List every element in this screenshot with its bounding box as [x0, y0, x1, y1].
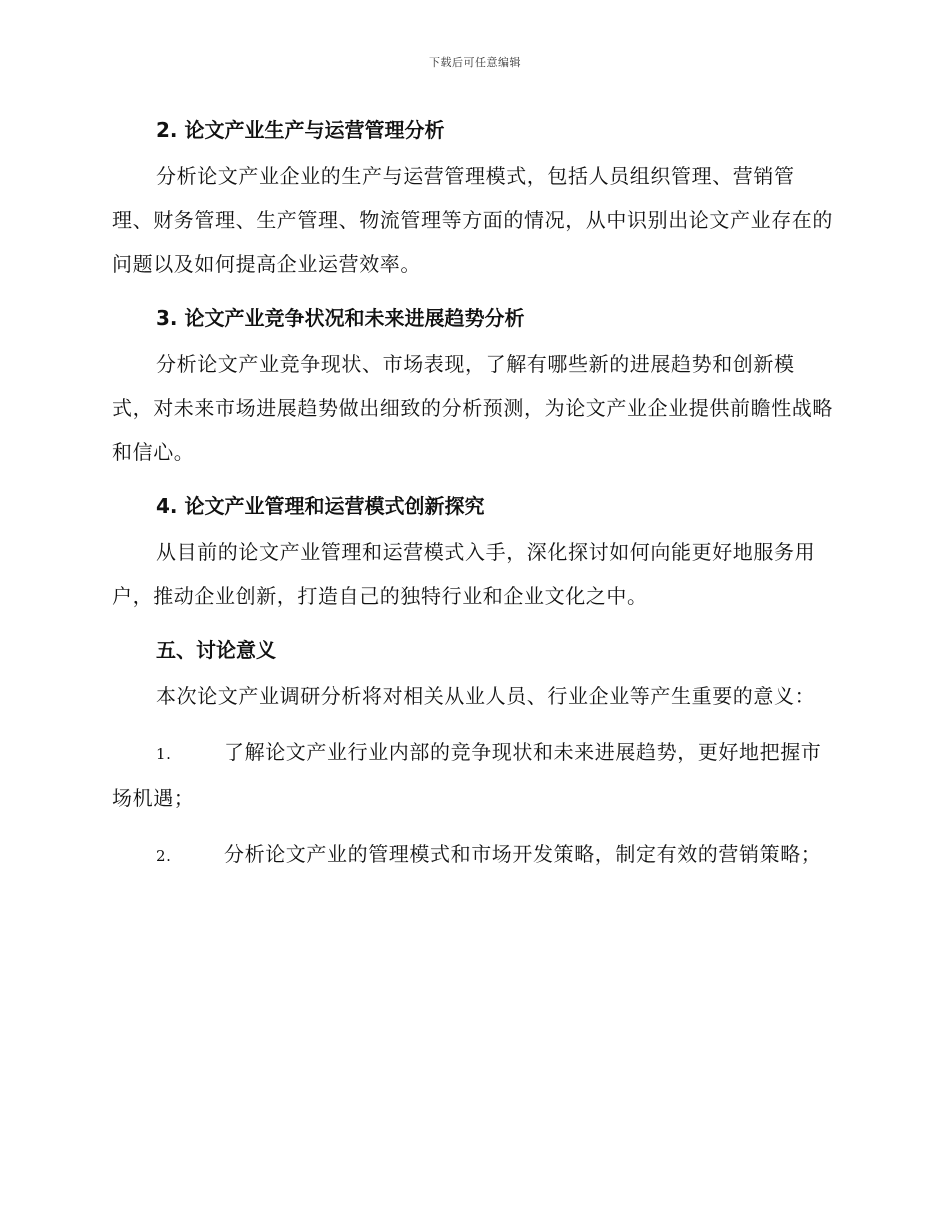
list-item-number: 1. — [156, 745, 172, 763]
list-item-text: 了解论文产业行业内部的竞争现状和未来进展趋势，更好地把握市场机遇； — [112, 740, 822, 810]
section-paragraph-4: 从目前的论文产业管理和运营模式入手，深化探讨如何向能更好地服务用户，推动企业创新，打造自己的独特行业和企业文化之中。 — [112, 540, 816, 608]
list-item-number: 2. — [156, 847, 172, 865]
section-heading-3: 3. 论文产业竞争状况和未来进展趋势分析 — [156, 306, 525, 330]
section-heading-2: 2. 论文产业生产与运营管理分析 — [156, 118, 445, 142]
list-item — [112, 730, 834, 820]
section-paragraph-5: 本次论文产业调研分析将对相关从业人员、行业企业等产生重要的意义： — [156, 684, 816, 708]
section-paragraph-2: 分析论文产业企业的生产与运营管理模式，包括人员组织管理、营销管理、财务管理、生产管理、物流管理等方面的情况，从中识别出论文产业存在的问题以及如何提高企业运营效率。 — [112, 164, 833, 276]
section-heading-5: 五、讨论意义 — [156, 638, 276, 662]
page-header: 下载后可任意编辑 — [429, 56, 521, 69]
list-item-text: 分析论文产业的管理模式和市场开发策略，制定有效的营销策略； — [224, 842, 822, 866]
document-body — [112, 110, 834, 878]
section-paragraph-3: 分析论文产业竞争现状、市场表现，了解有哪些新的进展趋势和创新模式，对未来市场进展趋势做出细致的分析预测，为论文产业企业提供前瞻性战略和信心。 — [112, 352, 833, 464]
section-heading-4: 4. 论文产业管理和运营模式创新探究 — [156, 494, 485, 518]
list-item — [112, 832, 834, 878]
